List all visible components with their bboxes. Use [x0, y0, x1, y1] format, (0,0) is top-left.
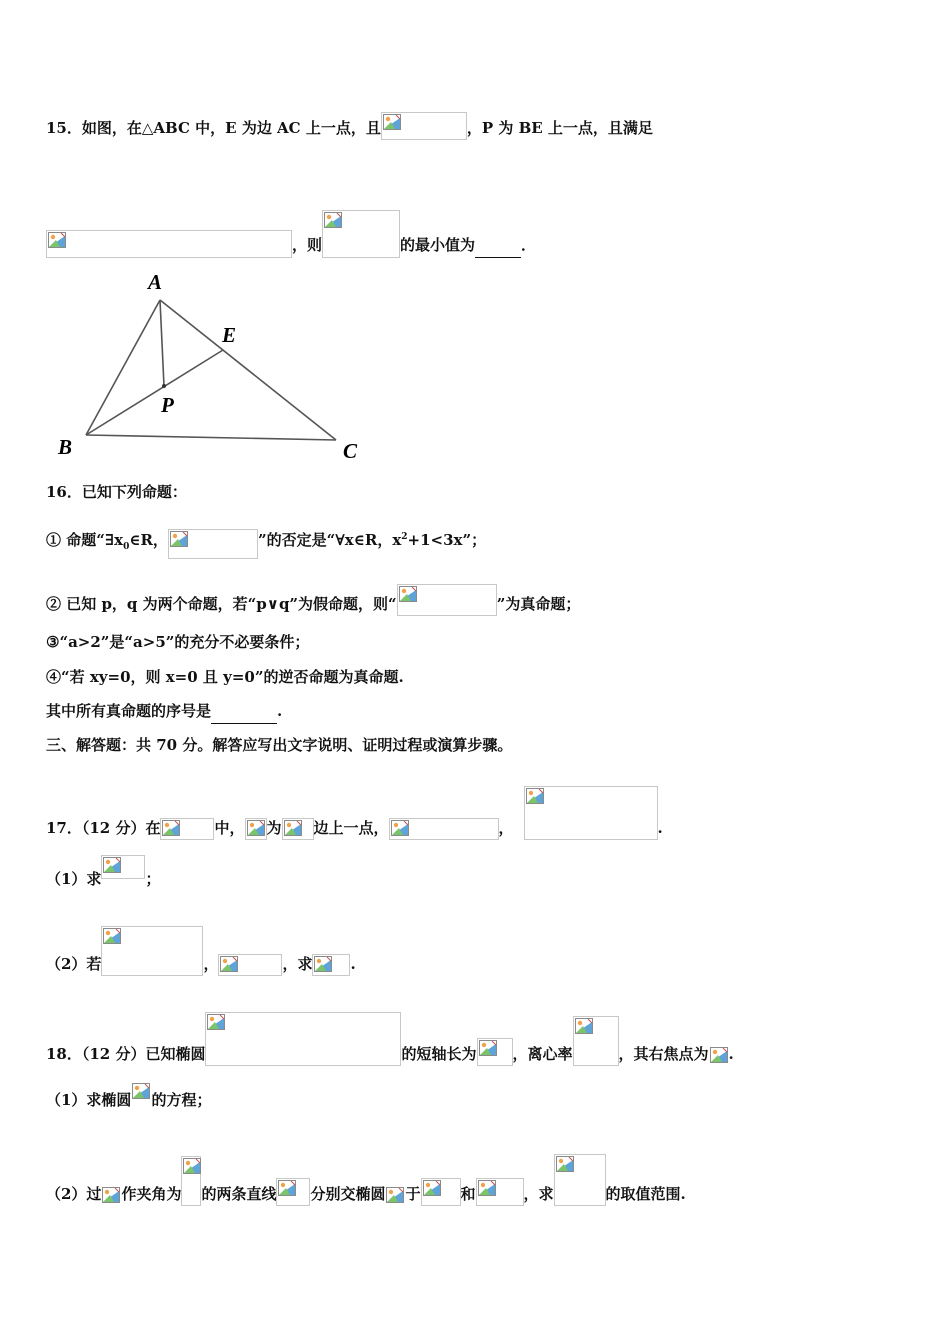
q16-item1-text: +1<3x”；: [407, 531, 487, 549]
formula-image: [476, 1178, 524, 1206]
q16-item1-sup: 2: [401, 532, 408, 542]
broken-image-icon: [162, 820, 180, 836]
q16-title: [46, 480, 187, 504]
q17-text: 17．（12 分）在: [46, 819, 161, 837]
broken-image-icon: [132, 1083, 150, 1099]
formula-image: [205, 1012, 401, 1066]
answer-blank: [475, 233, 521, 258]
broken-image-icon: [386, 1187, 404, 1203]
formula-image: [477, 1038, 513, 1066]
formula-image: [160, 818, 214, 840]
q17-part1-text: （1）求: [46, 870, 102, 888]
q17-text: ，: [498, 819, 514, 837]
q16-item1: [46, 525, 487, 552]
q18-part2: [46, 1154, 686, 1203]
broken-image-icon: [103, 857, 121, 873]
q16-summary: [46, 699, 282, 723]
formula-image: [218, 954, 282, 976]
formula-image: [389, 818, 499, 840]
q17-text: 中，: [214, 819, 245, 837]
q18-part1: [46, 1082, 212, 1109]
formula-image: [282, 818, 314, 840]
q18-line: [46, 1012, 734, 1063]
formula-image: [101, 855, 145, 879]
q18-part2-text: 和: [460, 1185, 476, 1203]
broken-image-icon: [103, 928, 121, 944]
edge-ac: [160, 300, 336, 440]
edge-ab: [86, 300, 160, 435]
q17-text: 为: [266, 819, 282, 837]
broken-image-icon: [247, 820, 265, 836]
q16-summary-text: 其中所有真命题的序号是: [46, 702, 212, 720]
q17-part1: [46, 855, 161, 888]
q17-part1-text: ；: [145, 870, 161, 888]
answer-blank: [211, 699, 277, 724]
q18-part2-text: 的两条直线: [201, 1185, 277, 1203]
formula-image: [322, 210, 400, 258]
q16-item2-text: ”为真命题；: [496, 595, 581, 613]
broken-image-icon: [284, 820, 302, 836]
formula-image: [245, 818, 267, 840]
broken-image-icon: [383, 114, 401, 130]
formula-image: [397, 584, 497, 616]
broken-image-icon: [48, 232, 66, 248]
label-a: A: [148, 270, 163, 294]
formula-image: [276, 1178, 310, 1206]
q15-text: ，则: [292, 236, 323, 254]
formula-image: [131, 1082, 151, 1102]
broken-image-icon: [556, 1156, 574, 1172]
q18-text: 18．（12 分）已知椭圆: [46, 1045, 206, 1063]
q18-text: ，离心率: [512, 1045, 573, 1063]
q18-part2-text: ，求: [523, 1185, 554, 1203]
q16-item4-text: ④“若 xy=0，则 x=0 且 y=0”的逆否命题为真命题.: [46, 668, 404, 686]
q15-text: 15．如图，在△ABC 中，E 为边 AC 上一点，且: [46, 119, 381, 137]
q16-title-text: 16．已知下列命题：: [46, 483, 187, 501]
q16-summary-text: .: [277, 702, 283, 720]
broken-image-icon: [399, 586, 417, 602]
q15-text: ．: [521, 236, 537, 254]
q17-part2-text: ，: [203, 955, 219, 973]
formula-image: [101, 926, 203, 976]
broken-image-icon: [710, 1047, 728, 1063]
label-c: C: [343, 439, 358, 463]
formula-image: [421, 1178, 461, 1206]
formula-image: [181, 1156, 201, 1206]
q17-part2-text: （2）若: [46, 955, 102, 973]
formula-image: [101, 1186, 121, 1206]
segment-be: [86, 350, 223, 435]
formula-image: [312, 954, 350, 976]
q18-part2-text: 于: [405, 1185, 421, 1203]
q16-item3: [46, 630, 309, 654]
q18-part1-text: 的方程；: [151, 1091, 212, 1109]
q18-part2-text: 作夹角为: [121, 1185, 182, 1203]
formula-image: [381, 112, 467, 140]
q17-part2: [46, 926, 356, 973]
q15-line1: [46, 112, 653, 136]
formula-image: [554, 1154, 606, 1206]
q18-text: .: [728, 1045, 734, 1063]
formula-image: [524, 786, 658, 840]
formula-image: [573, 1016, 619, 1066]
q17-text: .: [657, 819, 663, 837]
q16-item1-text: ∈R，: [129, 531, 168, 549]
q16-item2: [46, 584, 581, 613]
q18-text: 的短轴长为: [401, 1045, 477, 1063]
broken-image-icon: [526, 788, 544, 804]
q18-text: ，其右焦点为: [618, 1045, 709, 1063]
broken-image-icon: [183, 1158, 201, 1174]
label-b: B: [58, 435, 73, 459]
formula-image: [46, 230, 292, 258]
formula-image: [168, 529, 258, 559]
broken-image-icon: [207, 1014, 225, 1030]
broken-image-icon: [391, 820, 409, 836]
broken-image-icon: [479, 1040, 497, 1056]
formula-image: [709, 1046, 729, 1066]
section3-heading: [46, 733, 512, 757]
q16-item1-text: ”的否定是“∀x∈R，x: [257, 531, 402, 549]
q18-part2-text: 的取值范围.: [605, 1185, 686, 1203]
point-p: [162, 384, 166, 388]
broken-image-icon: [220, 956, 238, 972]
q18-part1-text: （1）求椭圆: [46, 1091, 132, 1109]
q17-line: [46, 786, 663, 837]
broken-image-icon: [478, 1180, 496, 1196]
segment-ap: [160, 300, 164, 386]
broken-image-icon: [278, 1180, 296, 1196]
q16-item2-text: ② 已知 p，q 为两个命题，若“p∨q”为假命题，则“: [46, 595, 397, 613]
q15-text: ，P 为 BE 上一点，且满足: [466, 119, 653, 137]
q16-item3-text: ③“a>2”是“a>5”的充分不必要条件；: [46, 633, 310, 651]
formula-image: [385, 1186, 405, 1206]
broken-image-icon: [314, 956, 332, 972]
edge-bc: [86, 435, 336, 440]
section3-text: 三、解答题：共 70 分。解答应写出文字说明、证明过程或演算步骤。: [46, 736, 513, 754]
q16-item1-text: ① 命题“∃x: [46, 531, 124, 549]
broken-image-icon: [423, 1180, 441, 1196]
broken-image-icon: [324, 212, 342, 228]
broken-image-icon: [102, 1187, 120, 1203]
label-e: E: [222, 323, 237, 347]
q17-part2-text: .: [350, 955, 356, 973]
q15-line2: [46, 210, 537, 254]
q18-part2-text: 分别交椭圆: [310, 1185, 386, 1203]
q16-item4: [46, 665, 404, 689]
q16-item1-sub: 0: [123, 542, 130, 552]
q18-part2-text: （2）过: [46, 1185, 102, 1203]
q17-part2-text: ，求: [282, 955, 313, 973]
broken-image-icon: [170, 531, 188, 547]
triangle-figure: [50, 262, 370, 467]
broken-image-icon: [575, 1018, 593, 1034]
q15-text: 的最小值为: [400, 236, 476, 254]
q17-text: 边上一点，: [313, 819, 389, 837]
label-p: P: [161, 393, 174, 417]
